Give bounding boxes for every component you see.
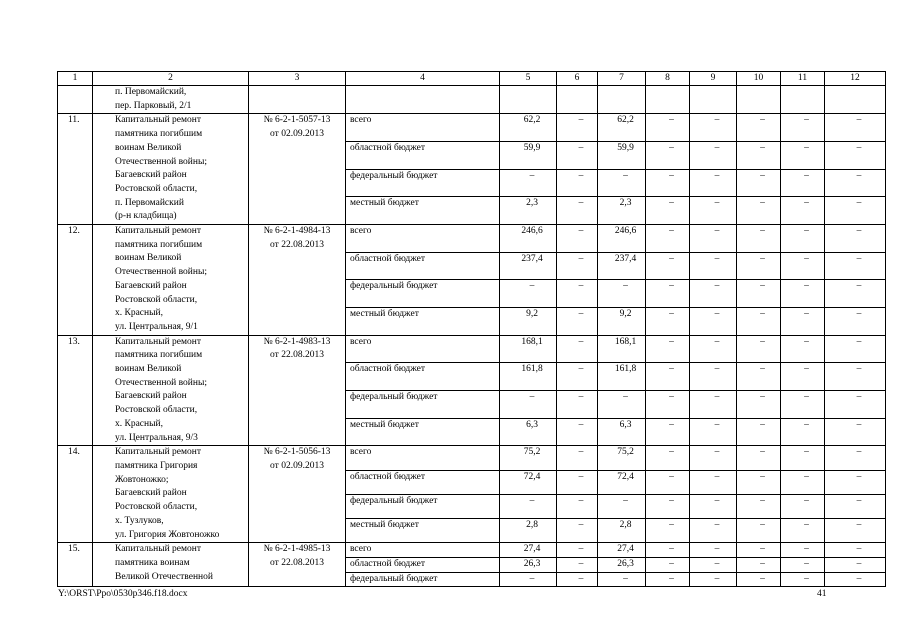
value-cell-c8: – (646, 418, 690, 446)
value-cell-c6: – (557, 543, 598, 558)
value-cell-c7: 9,2 (598, 308, 646, 336)
value-cell-c8: – (646, 518, 690, 542)
document-line: от 22.08.2013 (270, 557, 324, 568)
value-cell-c6: – (557, 169, 598, 197)
value-cell-c8: – (646, 470, 690, 494)
value-cell-c5: 2,3 (500, 197, 557, 225)
value-cell-c6: – (557, 197, 598, 225)
funding-source-cell: всего (346, 335, 500, 363)
column-number-header: 10 (737, 72, 781, 86)
value-cell-c9: – (690, 557, 737, 572)
object-name-line: памятника погибшим (115, 350, 203, 361)
value-cell-c10: – (737, 335, 781, 363)
value-cell-c9: – (690, 335, 737, 363)
table-row (58, 543, 886, 558)
value-cell-c12: – (825, 363, 886, 391)
funding-source-cell: федеральный бюджет (346, 572, 500, 587)
value-cell-c12: – (825, 390, 886, 418)
funding-source-cell: областной бюджет (346, 142, 500, 170)
value-cell-c6: – (557, 557, 598, 572)
object-name-line: Капитальный ремонт (115, 336, 202, 347)
value-cell-c9: – (690, 114, 737, 142)
value-cell-c11: – (781, 446, 825, 470)
value-cell-c10: – (737, 363, 781, 391)
column-number-header: 11 (781, 72, 825, 86)
funding-source-cell: федеральный бюджет (346, 494, 500, 518)
value-cell-c8: – (646, 335, 690, 363)
value-cell-c10: – (737, 169, 781, 197)
value-cell-c6: – (557, 308, 598, 336)
footer-file-path: Y:\ORST\Ppo\0530p346.f18.docx (58, 589, 188, 599)
funding-source-cell: федеральный бюджет (346, 169, 500, 197)
value-cell-c5: – (500, 494, 557, 518)
funding-source-cell (346, 86, 500, 114)
funding-source-cell: федеральный бюджет (346, 390, 500, 418)
value-cell-c5: – (500, 572, 557, 587)
object-name-line: Ростовской области, (115, 502, 198, 513)
value-cell-c10: – (737, 280, 781, 308)
value-cell-c5: – (500, 169, 557, 197)
value-cell-c12: – (825, 446, 886, 470)
value-cell-c6: – (557, 572, 598, 587)
table-row (58, 114, 886, 142)
object-name-line: памятника Григория (115, 460, 198, 471)
value-cell-c9: – (690, 470, 737, 494)
object-name-line: Отечественной войны; (115, 267, 207, 278)
value-cell-c5: 62,2 (500, 114, 557, 142)
value-cell-c12: – (825, 197, 886, 225)
row-number-cell: 14. (58, 446, 93, 543)
value-cell-c8: – (646, 142, 690, 170)
object-name-cell (93, 114, 249, 225)
value-cell-c7: – (598, 280, 646, 308)
document-line: № 6-2-1-5056-13 (263, 447, 331, 458)
value-cell-c9: – (690, 572, 737, 587)
object-name-line: Багаевский район (115, 170, 187, 181)
value-cell-c5: 246,6 (500, 225, 557, 253)
column-number-header: 4 (346, 72, 500, 86)
object-name-line: Капитальный ремонт (115, 226, 202, 237)
object-name-line: памятника погибшим (115, 129, 203, 140)
funding-source-cell: местный бюджет (346, 308, 500, 336)
value-cell-c12: – (825, 494, 886, 518)
value-cell-c5: 26,3 (500, 557, 557, 572)
value-cell-c5: 2,8 (500, 518, 557, 542)
document-cell (249, 114, 346, 225)
value-cell-c9: – (690, 363, 737, 391)
object-name-cell (93, 543, 249, 587)
value-cell-c11: – (781, 252, 825, 280)
funding-source-cell: местный бюджет (346, 418, 500, 446)
value-cell-c10: – (737, 572, 781, 587)
funding-source-cell: всего (346, 225, 500, 253)
column-number-header: 2 (93, 72, 249, 86)
value-cell-c5: 168,1 (500, 335, 557, 363)
value-cell-c11: – (781, 225, 825, 253)
value-cell-c10: – (737, 446, 781, 470)
row-number-cell (58, 86, 93, 114)
object-name-cell (93, 225, 249, 336)
object-name-cell (93, 86, 249, 114)
value-cell-c8: – (646, 225, 690, 253)
funding-source-cell: всего (346, 446, 500, 470)
object-name-line: Ростовской области, (115, 294, 198, 305)
value-cell-c10: – (737, 225, 781, 253)
object-name-line: Великой Отечественной (115, 571, 213, 582)
value-cell-c9: – (690, 390, 737, 418)
document-cell (249, 225, 346, 336)
funding-source-cell: всего (346, 543, 500, 558)
value-cell-c11: – (781, 335, 825, 363)
value-cell-c8: – (646, 169, 690, 197)
value-cell-c7: 75,2 (598, 446, 646, 470)
value-cell-c6: – (557, 252, 598, 280)
value-cell-c12: – (825, 280, 886, 308)
object-name-line: п. Первомайский (115, 197, 184, 208)
column-number-header: 3 (249, 72, 346, 86)
value-cell-c9: – (690, 446, 737, 470)
value-cell-c10: – (737, 308, 781, 336)
value-cell-c10: – (737, 390, 781, 418)
value-cell-c7: 62,2 (598, 114, 646, 142)
value-cell-c9: – (690, 418, 737, 446)
footer-page-number: 41 (817, 589, 827, 599)
document-line: от 22.08.2013 (270, 350, 324, 361)
object-name-line: памятника воинам (115, 557, 190, 568)
object-name-line: ул. Центральная, 9/3 (115, 432, 198, 443)
document-line: № 6-2-1-4983-13 (263, 336, 331, 347)
value-cell-c11: – (781, 363, 825, 391)
document-line: от 02.09.2013 (270, 460, 324, 471)
column-number-header: 1 (58, 72, 93, 86)
value-cell-c6: – (557, 363, 598, 391)
object-name-line: пер. Парковый, 2/1 (115, 100, 192, 111)
value-cell-c12: – (825, 114, 886, 142)
row-number-cell: 11. (58, 114, 93, 225)
value-cell-c11: – (781, 142, 825, 170)
value-cell-c6: – (557, 470, 598, 494)
value-cell-c9: – (690, 169, 737, 197)
object-name-line: Ростовской области, (115, 183, 198, 194)
value-cell-c7: 161,8 (598, 363, 646, 391)
object-name-line: Отечественной войны; (115, 377, 207, 388)
value-cell-c5: 161,8 (500, 363, 557, 391)
object-name-line: ул. Григория Жовтоножко (115, 529, 220, 540)
object-name-line: Отечественной войны; (115, 156, 207, 167)
document-cell (249, 335, 346, 446)
object-name-line: воинам Великой (115, 364, 182, 375)
value-cell-c7: 26,3 (598, 557, 646, 572)
value-cell-c5: – (500, 390, 557, 418)
table-row (58, 446, 886, 470)
object-name-line: п. Первомайский, (115, 87, 187, 97)
object-name-line: х. Тузлуков, (115, 515, 164, 526)
value-cell-c12: – (825, 335, 886, 363)
value-cell-c11: – (781, 572, 825, 587)
value-cell-c5: 27,4 (500, 543, 557, 558)
object-name-line: памятника погибшим (115, 239, 203, 250)
value-cell-c11: – (781, 418, 825, 446)
value-cell-c10: – (737, 418, 781, 446)
value-cell-c11: – (781, 470, 825, 494)
value-cell-c8: – (646, 390, 690, 418)
funding-source-cell: областной бюджет (346, 470, 500, 494)
value-cell-c10: – (737, 252, 781, 280)
value-cell-c10: – (737, 470, 781, 494)
value-cell-c7: – (598, 494, 646, 518)
funding-source-cell: федеральный бюджет (346, 280, 500, 308)
table-row (58, 225, 886, 253)
value-cell-c12: – (825, 142, 886, 170)
value-cell-c5: 72,4 (500, 470, 557, 494)
object-name-line: Багаевский район (115, 391, 187, 402)
value-cell-c7: – (598, 390, 646, 418)
value-cell-c10: – (737, 142, 781, 170)
funding-source-cell: местный бюджет (346, 197, 500, 225)
value-cell-c5: 9,2 (500, 308, 557, 336)
value-cell-c9: – (690, 142, 737, 170)
value-cell-c11: – (781, 308, 825, 336)
object-name-line: Капитальный ремонт (115, 544, 202, 555)
document-cell (249, 543, 346, 587)
column-number-header: 12 (825, 72, 886, 86)
object-name-line: ул. Центральная, 9/1 (115, 321, 198, 332)
value-cell-c12: – (825, 557, 886, 572)
value-cell-c7: 237,4 (598, 252, 646, 280)
value-cell-c12: – (825, 169, 886, 197)
value-cell-c5: 237,4 (500, 252, 557, 280)
value-cell-c12: – (825, 543, 886, 558)
value-cell-c12: – (825, 225, 886, 253)
value-cell-c12: – (825, 572, 886, 587)
value-cell-c6: – (557, 390, 598, 418)
value-cell-c8: – (646, 557, 690, 572)
value-cell-c10: – (737, 543, 781, 558)
document-line: от 22.08.2013 (270, 239, 324, 250)
value-cell-c11: – (781, 557, 825, 572)
funding-source-cell: областной бюджет (346, 252, 500, 280)
object-name-cell (93, 446, 249, 543)
column-number-row (58, 72, 886, 86)
object-name-line: х. Красный, (115, 418, 163, 429)
value-cell-c11: – (781, 197, 825, 225)
continuation-row (58, 86, 886, 114)
value-cell-c6: – (557, 280, 598, 308)
funding-source-cell: всего (346, 114, 500, 142)
value-cell-c10: – (737, 114, 781, 142)
object-name-line: воинам Великой (115, 253, 182, 264)
value-cell-c6: – (557, 446, 598, 470)
value-cell-c9: – (690, 494, 737, 518)
value-cell-c11: – (781, 169, 825, 197)
value-cell-c5: – (500, 280, 557, 308)
funding-source-cell: областной бюджет (346, 557, 500, 572)
value-cell-c12: – (825, 470, 886, 494)
object-name-line: Багаевский район (115, 280, 187, 291)
table-row (58, 335, 886, 363)
value-cell-c7: 6,3 (598, 418, 646, 446)
value-cell-c8: – (646, 494, 690, 518)
value-cell-c7: 72,4 (598, 470, 646, 494)
object-name-line: Багаевский район (115, 488, 187, 499)
value-cell-c9: – (690, 308, 737, 336)
value-cell-c8: – (646, 114, 690, 142)
value-cell-c10: – (737, 197, 781, 225)
value-cell-c7: 27,4 (598, 543, 646, 558)
value-cell-c11: – (781, 280, 825, 308)
value-cell-c11: – (781, 494, 825, 518)
value-cell-c7: – (598, 169, 646, 197)
value-cell-c11: – (781, 114, 825, 142)
value-cell-c10: – (737, 494, 781, 518)
document-line: № 6-2-1-5057-13 (263, 115, 331, 126)
object-name-line: (р-н кладбища) (115, 211, 177, 222)
value-cell-c6: – (557, 142, 598, 170)
value-cell-c9: – (690, 543, 737, 558)
document-line: № 6-2-1-4985-13 (263, 544, 331, 555)
row-number-cell: 12. (58, 225, 93, 336)
value-cell-c12: – (825, 308, 886, 336)
value-cell-c8: – (646, 363, 690, 391)
object-name-line: воинам Великой (115, 142, 182, 153)
value-cell-c9: – (690, 197, 737, 225)
value-cell-c8: – (646, 543, 690, 558)
value-cell-c5: 59,9 (500, 142, 557, 170)
value-cell-c5: 6,3 (500, 418, 557, 446)
object-name-line: Ростовской области, (115, 405, 198, 416)
value-cell-c8: – (646, 308, 690, 336)
object-name-line: Жовтоножко; (115, 474, 169, 485)
value-cell-c7: 246,6 (598, 225, 646, 253)
value-cell-c11: – (781, 390, 825, 418)
document-line: № 6-2-1-4984-13 (263, 226, 331, 237)
value-cell-c9: – (690, 518, 737, 542)
value-cell-c12: – (825, 518, 886, 542)
value-cell-c5: 75,2 (500, 446, 557, 470)
row-number-cell: 15. (58, 543, 93, 587)
column-number-header: 9 (690, 72, 737, 86)
value-cell-c11: – (781, 518, 825, 542)
object-name-line: х. Красный, (115, 308, 163, 319)
value-cell-c8: – (646, 197, 690, 225)
value-cell-c7: – (598, 572, 646, 587)
document-cell (249, 446, 346, 543)
object-name-line: Капитальный ремонт (115, 115, 202, 126)
value-cell-c9: – (690, 225, 737, 253)
value-cell-c7: 59,9 (598, 142, 646, 170)
value-cell-c6: – (557, 494, 598, 518)
value-cell-c6: – (557, 225, 598, 253)
value-cell-c9: – (690, 280, 737, 308)
value-cell-c8: – (646, 280, 690, 308)
value-cell-c7: 168,1 (598, 335, 646, 363)
value-cell-c12: – (825, 418, 886, 446)
value-cell-c9: – (690, 252, 737, 280)
value-cell-c8: – (646, 572, 690, 587)
value-cell-c10: – (737, 557, 781, 572)
row-number-cell: 13. (58, 335, 93, 446)
value-cell-c12: – (825, 252, 886, 280)
column-number-header: 6 (557, 72, 598, 86)
value-cell-c7: 2,8 (598, 518, 646, 542)
funding-source-cell: областной бюджет (346, 363, 500, 391)
object-name-line: Капитальный ремонт (115, 447, 202, 458)
document-cell (249, 86, 346, 114)
value-cell-c6: – (557, 518, 598, 542)
value-cell-c11: – (781, 543, 825, 558)
document-line: от 02.09.2013 (270, 129, 324, 140)
value-cell-c6: – (557, 418, 598, 446)
value-cell-c6: – (557, 114, 598, 142)
column-number-header: 8 (646, 72, 690, 86)
object-name-cell (93, 335, 249, 446)
value-cell-c6: – (557, 335, 598, 363)
funding-source-cell: местный бюджет (346, 518, 500, 542)
value-cell-c8: – (646, 446, 690, 470)
value-cell-c7: 2,3 (598, 197, 646, 225)
budget-table (57, 71, 886, 587)
value-cell-c10: – (737, 518, 781, 542)
column-number-header: 5 (500, 72, 557, 86)
value-cell-c8: – (646, 252, 690, 280)
column-number-header: 7 (598, 72, 646, 86)
